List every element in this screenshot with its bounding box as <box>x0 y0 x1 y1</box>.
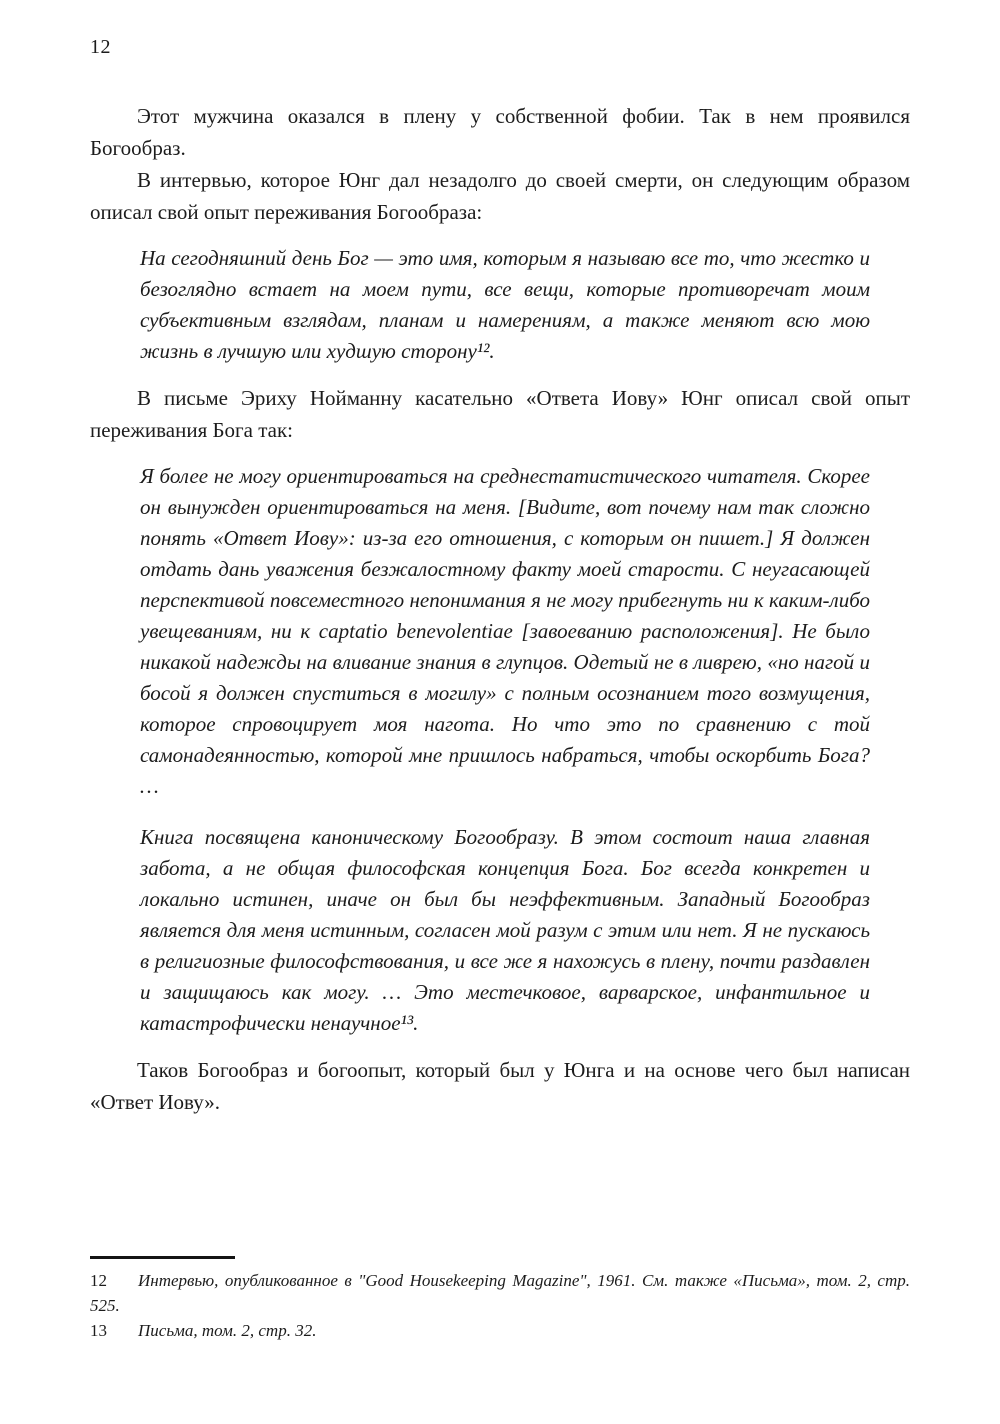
footnote-number: 13 <box>90 1321 107 1340</box>
page-number: 12 <box>90 36 111 58</box>
footnote-12 <box>90 1268 910 1318</box>
paragraph-letter-intro: В письме Эриху Нойманну касательно «Ответа Иову» Юнг описал свой опыт переживания Бога так: <box>90 386 910 442</box>
footnote-separator <box>90 1256 235 1259</box>
block-quote-god-image: На сегодняшний день Бог — это имя, которым я называю все то, что жестко и безоглядно встает на моем пути, все вещи, которые противоречат моим субъективным взглядам, планам и намерениям, а также меняют всю мою жизнь в лучшую или худшую сторону¹². <box>140 246 870 363</box>
footnote-text: Интервью, опубликованное в "Good Housekeeping Magazine", 1961. См. также «Письма», том. 2, стр. 525. <box>90 1271 910 1315</box>
footnotes-section <box>90 1256 910 1343</box>
paragraph-interview-intro: В интервью, которое Юнг дал незадолго до своей смерти, он следующим образом описал свой опыт переживания Богообраза: <box>90 168 910 224</box>
paragraph-phobia: Этот мужчина оказался в плену у собственной фобии. Так в нем проявился Богообраз. <box>90 104 910 160</box>
paragraph-conclusion: Таков Богообраз и богоопыт, который был у Юнга и на основе чего был написан «Ответ Иову». <box>90 1058 910 1114</box>
block-quote-neumann-letter-2: Книга посвящена каноническому Богообразу. В этом состоит наша главная забота, а не общая философская концепция Бога. Бог всегда конкретен и локально истинен, иначе он был бы неэффективным. Западный Богообраз является для меня истинным, согласен мой разум с этим или нет. Я не пускаюсь в религиозные философствования, и все же я нахожусь в плену, почти раздавлен и защищаюсь как могу. … Это местечковое, варварское, инфантильное и катастрофически ненаучное¹³. <box>140 825 870 1035</box>
footnote-number: 12 <box>90 1271 107 1290</box>
block-quote-neumann-letter-1: Я более не могу ориентироваться на среднестатистического читателя. Скорее он вынужден ориентироваться на меня. [Видите, вот почему нам так сложно понять «Ответ Иову»: из-за его отношения, с которым он пишет.] Я должен отдать дань уважения безжалостному факту моей старости. С неугасающей перспективой повсеместного непонимания я не могу прибегнуть ни к каким-либо увещеваниям, ни к captatio benevolentiae [завоеванию расположения]. Не было никакой надежды на вливание знания в глупцов. Одетый не в ливрею, «но нагой и босой я должен спуститься в могилу» с полным осознанием того возмущения, которое спровоцирует моя нагота. Но что это по сравнению с той самонадеянностью, которой мне пришлось набраться, чтобы оскорбить Бога? … <box>140 464 870 798</box>
footnote-13 <box>90 1318 910 1343</box>
page-body <box>90 100 910 1118</box>
footnote-text: Письма, том. 2, стр. 32. <box>138 1321 317 1340</box>
